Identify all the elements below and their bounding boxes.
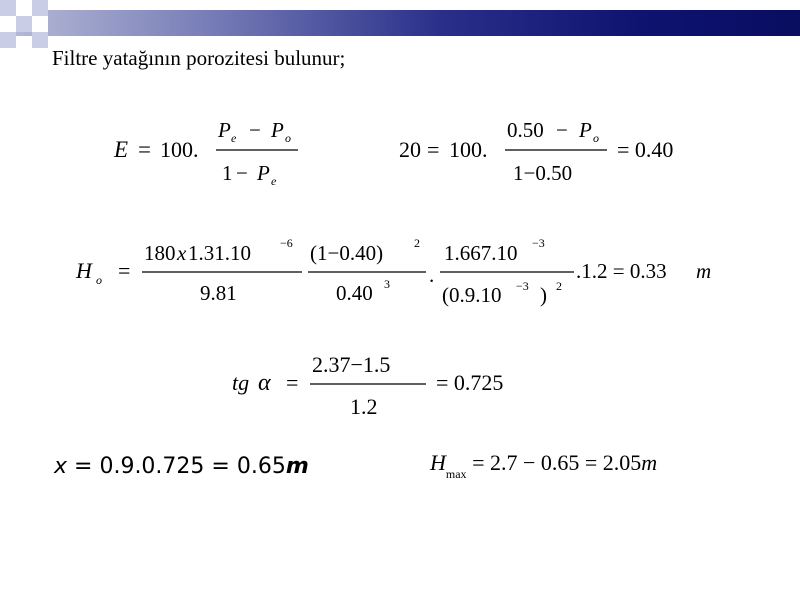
header-decoration (0, 0, 800, 50)
eq3-f2-den: 0.40 (336, 281, 373, 305)
eq6-lhs: H (430, 450, 446, 475)
eq3-lhs: H (76, 258, 92, 283)
decor-square (32, 0, 48, 16)
eq6-unit: m (641, 450, 658, 475)
eq6-body: = 2.7 − 0.65 = 2.05 (466, 450, 642, 475)
eq1-minus: − (249, 118, 261, 142)
eq5-lhs: x (54, 454, 68, 479)
eq4-num: 2.37−1.5 (312, 352, 391, 377)
decor-square (0, 32, 16, 48)
eq3-f1-den: 9.81 (200, 281, 237, 305)
eq5-unit: m (285, 454, 309, 479)
eq3-f3-den: (0.9.10 (442, 283, 502, 307)
decor-square (16, 0, 32, 16)
eq1-den-b: P (257, 161, 270, 185)
eq2-num-a: 0.50 (507, 118, 544, 142)
equation-tangent (230, 344, 550, 428)
equation-efficiency (110, 112, 310, 196)
equation-x (54, 456, 309, 478)
eq3-f1-num-x: x (177, 241, 187, 265)
eq2-coef: 100. (449, 137, 488, 162)
decor-square (0, 16, 16, 32)
eq5-body: = 0.9.0.725 = 0.65 (67, 454, 286, 479)
eq3-f2-den-exp: 3 (384, 277, 390, 291)
decor-square (16, 16, 32, 32)
eq1-equals: = (138, 137, 151, 162)
equation-bed-height (74, 232, 724, 326)
eq3-f3-den-outer-exp: 2 (556, 279, 562, 293)
eq3-tail: .1.2 = 0.33 (576, 259, 667, 283)
eq1-den-minus: − (236, 161, 248, 185)
eq3-f2-num: (1−0.40) (310, 241, 384, 265)
eq1-den-b-sub: e (271, 174, 277, 188)
eq3-f3-den-exp: −3 (516, 279, 529, 293)
decor-square (32, 16, 48, 32)
equation-bed-height-svg (74, 232, 724, 322)
eq3-dot: . (429, 263, 435, 287)
equation-porosity (395, 112, 705, 196)
eq1-num-a: P (218, 118, 231, 142)
equation-tangent-svg (230, 344, 550, 424)
slide-title: Filtre yatağının porozitesi bulunur; (52, 46, 346, 70)
eq4-equals: = (286, 370, 299, 395)
eq4-lhs: tg (232, 370, 250, 395)
eq1-lhs: E (114, 137, 129, 162)
eq3-f1-num-a: 180 (144, 241, 176, 265)
eq6-lhs-sub: max (445, 467, 467, 481)
eq1-num-b: P (271, 118, 284, 142)
eq4-alpha: α (258, 370, 271, 396)
eq1-num-b-sub: o (285, 131, 291, 145)
eq3-equals: = (118, 258, 131, 283)
eq2-equals: = (427, 137, 440, 162)
eq2-den: 1−0.50 (513, 161, 573, 185)
eq3-f3-num-exp: −3 (532, 236, 545, 250)
eq2-result: = 0.40 (617, 137, 674, 162)
eq3-f3-den-close: ) (540, 283, 547, 307)
eq1-coef: 100. (160, 137, 199, 162)
eq3-f1-num-exp: −6 (280, 236, 293, 250)
eq4-den: 1.2 (350, 394, 378, 419)
equation-hmax (430, 450, 658, 481)
eq3-unit: m (696, 259, 712, 283)
decor-square (0, 0, 16, 16)
eq2-num-b: P (579, 118, 592, 142)
eq3-f3-num: 1.667.10 (444, 241, 518, 265)
eq4-result: = 0.725 (436, 370, 504, 395)
equation-efficiency-svg (110, 112, 310, 192)
equation-porosity-svg (395, 112, 705, 192)
eq3-f2-num-exp: 2 (414, 236, 420, 250)
header-gradient-bar (0, 10, 800, 36)
eq3-f1-num-b: 1.31.10 (188, 241, 251, 265)
eq2-num-b-sub: o (593, 131, 599, 145)
eq3-lhs-sub: o (96, 273, 102, 287)
eq2-minus: − (556, 118, 568, 142)
decor-square (32, 32, 48, 48)
eq2-lhs: 20 (399, 137, 421, 162)
eq1-den-a: 1 (222, 161, 233, 185)
eq1-num-a-sub: e (231, 131, 237, 145)
